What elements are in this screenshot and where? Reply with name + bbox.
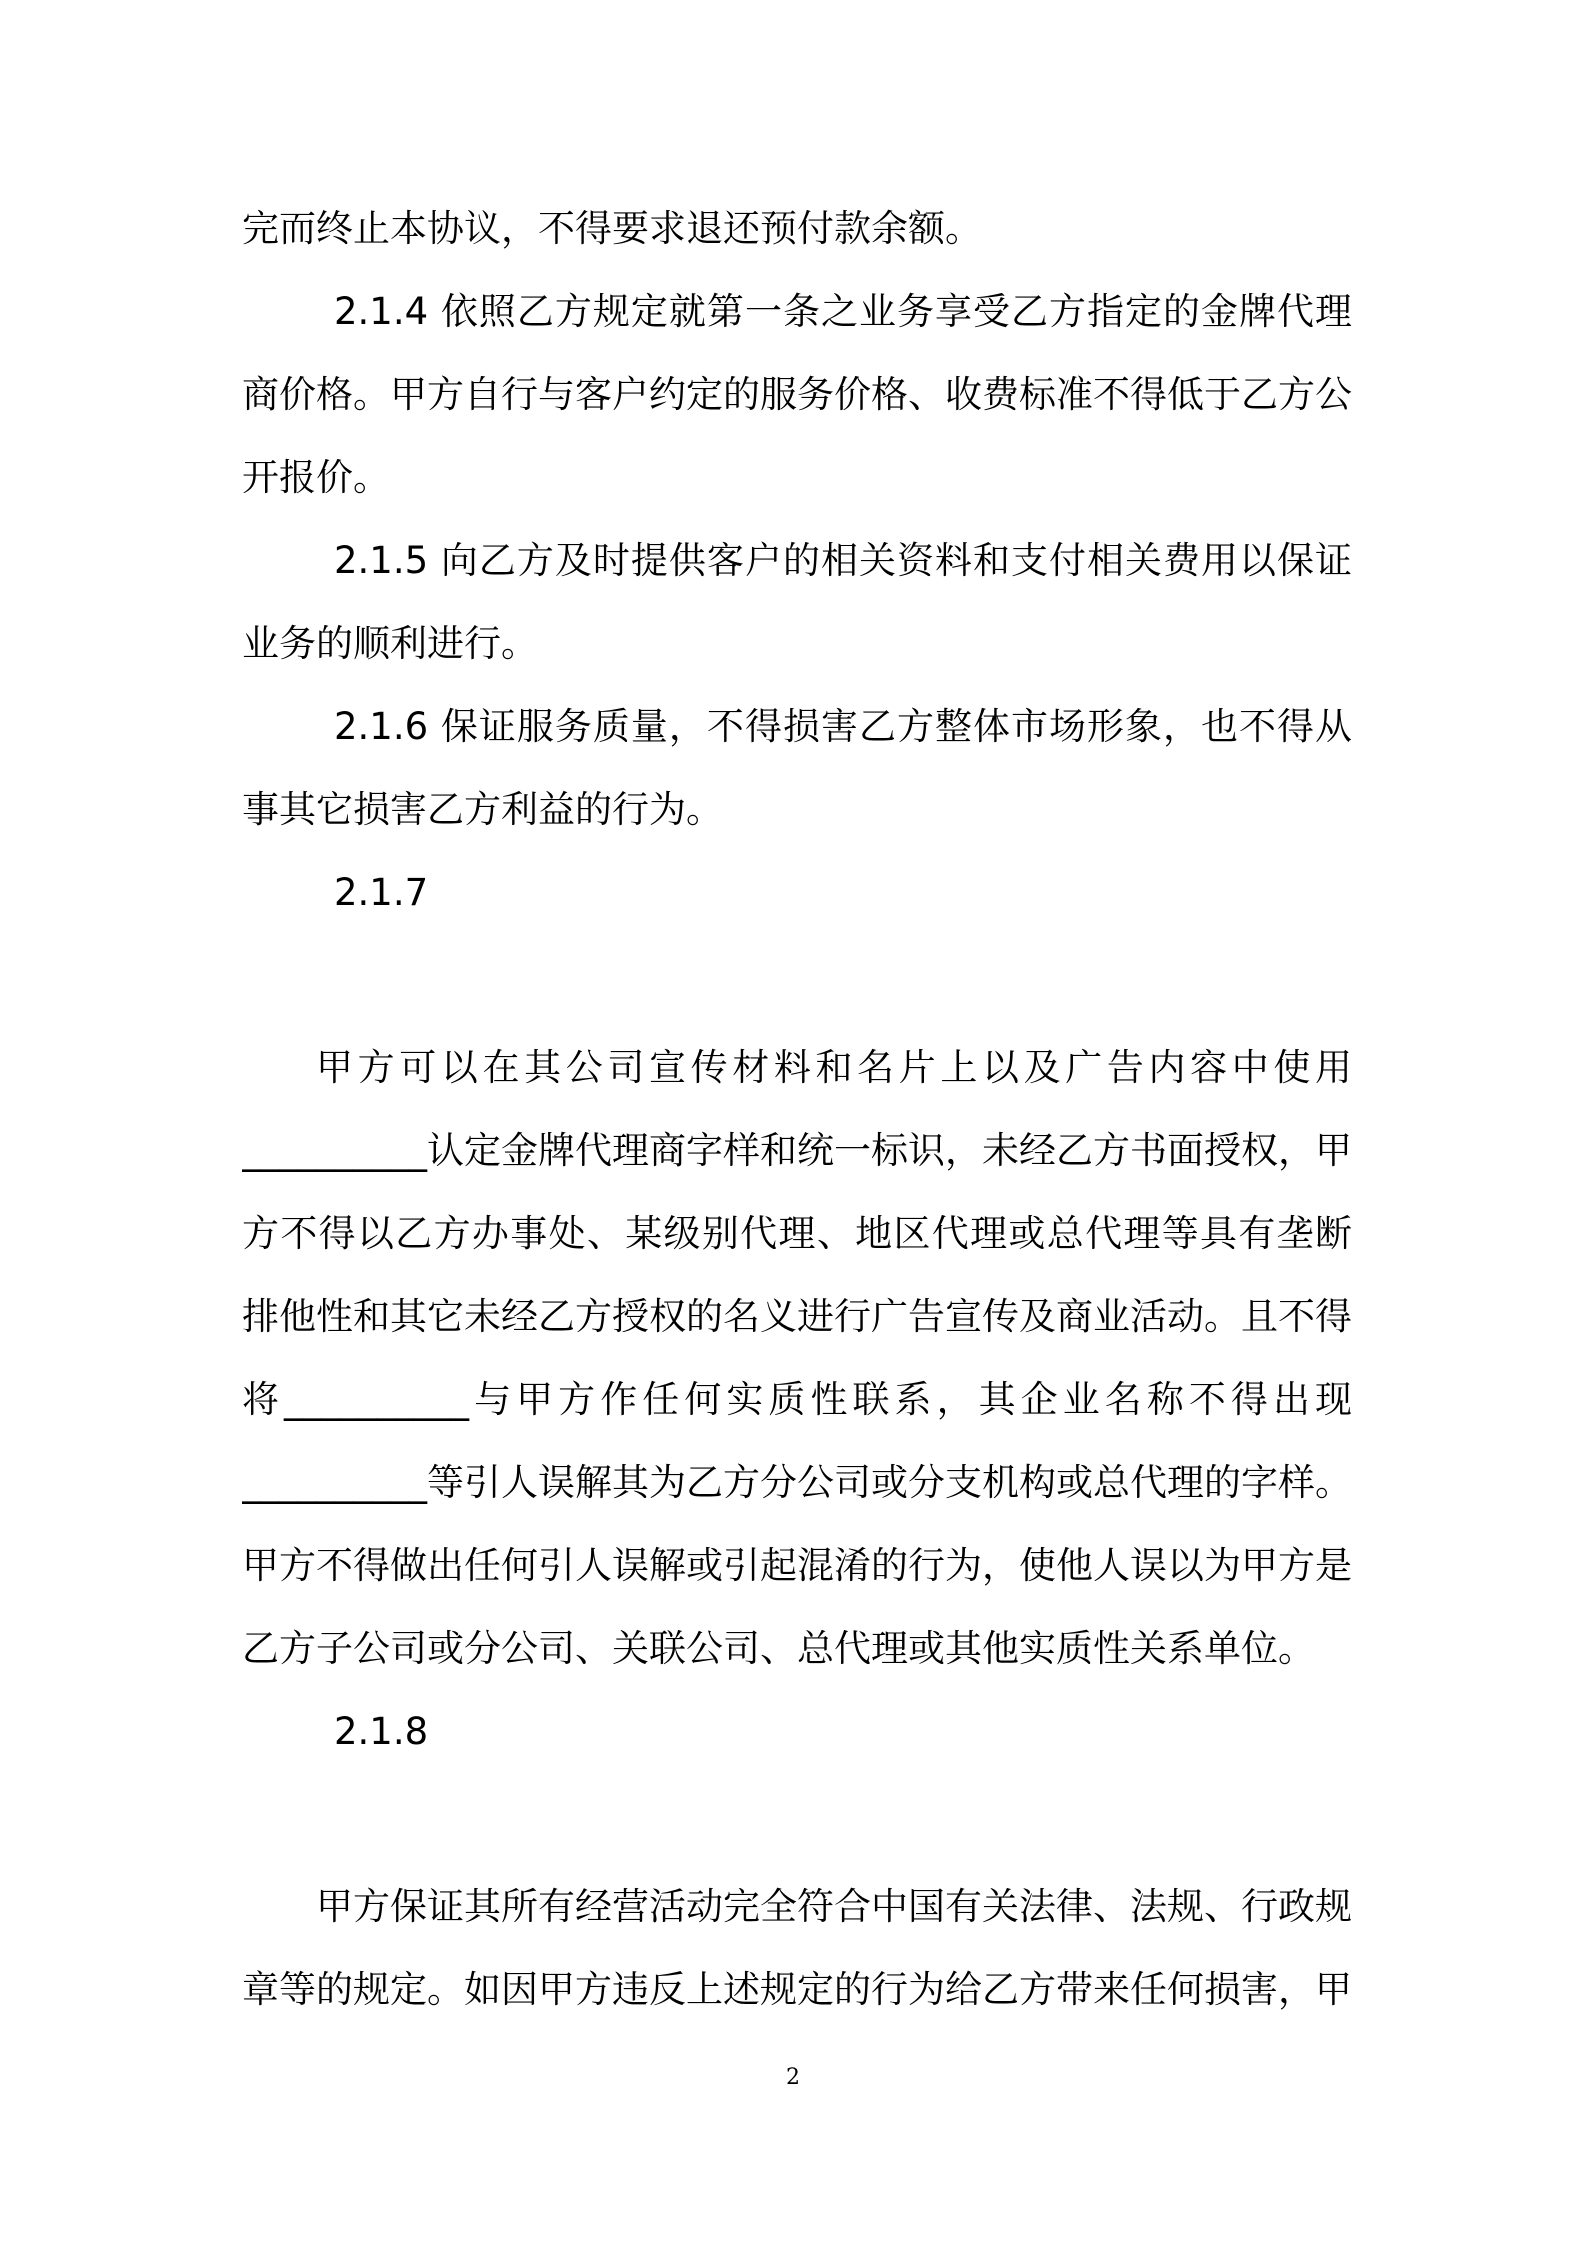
clause-block-2-1-8 [242,1865,1352,2031]
text-line: 开报价。 [242,456,390,499]
clause-block-2-1-7 [242,1026,1352,1773]
text-line: __________等引人误解其为乙方分公司或分支机构或总代理的字样。 [242,1461,1352,1504]
text-line: __________认定金牌代理商字样和统一标识，未经乙方书面授权，甲 [242,1129,1352,1172]
text-line: 甲方保证其所有经营活动完全符合中国有关法律、法规、行政规 [316,1885,1352,1928]
text-line: 2.1.5 向乙方及时提供客户的相关资料和支付相关费用以保证 [334,539,1352,582]
text-line: 完而终止本协议，不得要求退还预付款余额。 [242,207,982,250]
text-line: 2.1.4 依照乙方规定就第一条之业务享受乙方指定的金牌代理 [334,290,1352,333]
clause-number: 2.1.7 [334,871,429,914]
text-line: 乙方子公司或分公司、关联公司、总代理或其他实质性关系单位。 [242,1627,1315,1670]
text-line: 2.1.6 保证服务质量，不得损害乙方整体市场形象，也不得从 [334,705,1352,748]
text-line: 甲方不得做出任何引人误解或引起混淆的行为，使他人误以为甲方是 [242,1544,1352,1587]
text-line: 业务的顺利进行。 [242,622,538,665]
text-line: 商价格。甲方自行与客户约定的服务价格、收费标准不得低于乙方公 [242,373,1352,416]
text-line: 排他性和其它未经乙方授权的名义进行广告宣传及商业活动。且不得 [242,1295,1352,1338]
clause-number: 2.1.8 [334,1710,429,1753]
text-line: 事其它损害乙方利益的行为。 [242,788,723,831]
text-line: 甲方可以在其公司宣传材料和名片上以及广告内容中使用 [316,1046,1352,1089]
clause-block-2-1-3-to-2-1-6 [242,187,1352,934]
text-line: 将__________与甲方作任何实质性联系，其企业名称不得出现 [242,1378,1352,1421]
text-line: 章等的规定。如因甲方违反上述规定的行为给乙方带来任何损害，甲 [242,1968,1352,2011]
page-number: 2 [786,2065,800,2090]
text-line: 方不得以乙方办事处、某级别代理、地区代理或总代理等具有垄断 [242,1212,1352,1255]
